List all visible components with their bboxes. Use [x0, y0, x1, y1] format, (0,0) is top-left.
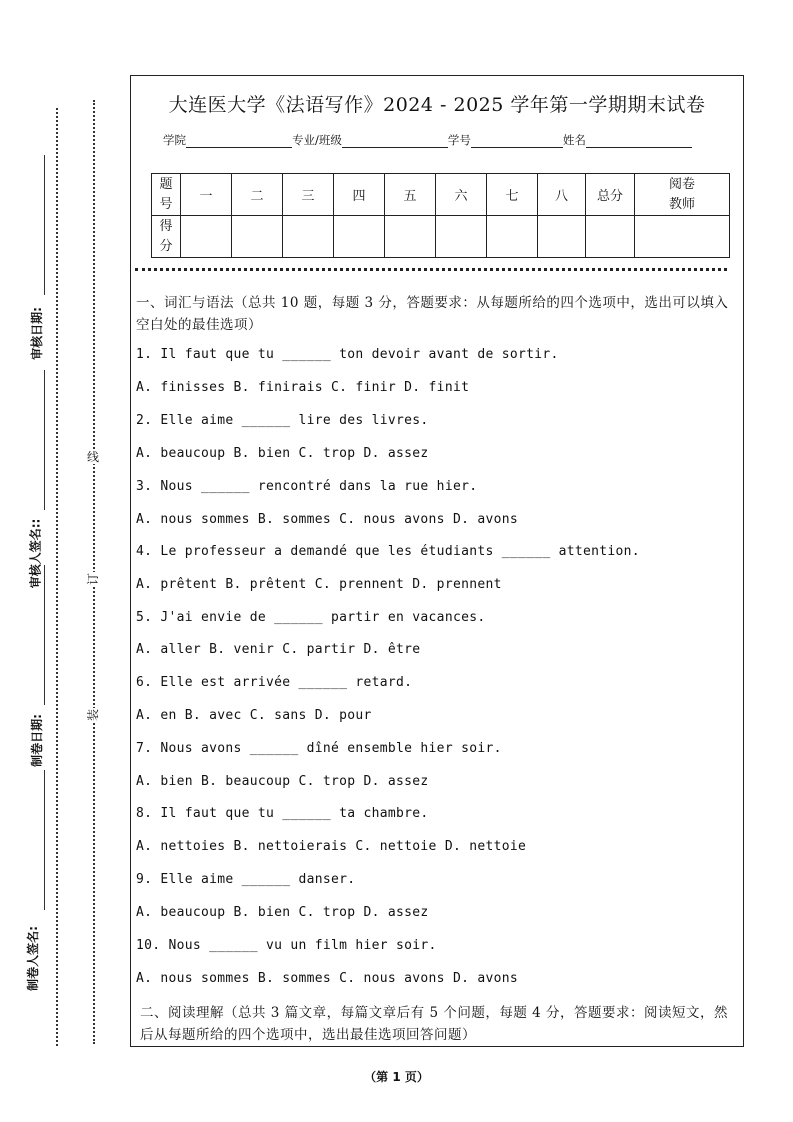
question-5-options: A. aller B. venir C. partir D. être: [136, 642, 421, 657]
question-10-options: A. nous sommes B. sommes C. nous avons D. avons: [136, 971, 518, 986]
question-4-options: A. prêtent B. prêtent C. prennent D. prennent: [136, 577, 502, 592]
name-label: 姓名: [562, 133, 586, 147]
reviewer-sign-line: [44, 370, 45, 510]
question-6-options: A. en B. avec C. sans D. pour: [136, 708, 372, 723]
name-field[interactable]: [586, 135, 692, 148]
exam-frame: [130, 75, 744, 1047]
score-cell-4[interactable]: [334, 216, 385, 258]
question-7-options: A. bien B. beaucoup C. trop D. assez: [136, 774, 429, 789]
score-row-label: 得分: [152, 216, 181, 258]
student-info-row: [163, 132, 692, 148]
section2-heading: 二、阅读理解（总共 3 篇文章，每篇文章后有 5 个问题，每题 4 分，答题要求：阅读短文，然后从每题所给的四个选项中，选出最佳选项回答问题）: [140, 1005, 729, 1043]
score-cell-total[interactable]: [586, 216, 635, 258]
question-10: 10. Nous ______ vu un film hier soir.: [136, 938, 437, 953]
score-cell-3[interactable]: [283, 216, 334, 258]
question-2: 2. Elle aime ______ lire des livres.: [136, 413, 429, 428]
maker-sign-label: 制卷人签名:: [25, 926, 40, 991]
col-header-7: 七: [487, 174, 538, 216]
student-id-label: 学号: [447, 133, 471, 147]
question-5: 5. J'ai envie de ______ partir en vacances.: [136, 610, 486, 625]
major-class-field[interactable]: [342, 135, 448, 148]
question-8: 8. Il faut que tu ______ ta chambre.: [136, 806, 429, 821]
col-header-total: 总分: [586, 174, 635, 216]
cut-mark-line: 线: [86, 450, 99, 464]
score-cell-1[interactable]: [181, 216, 232, 258]
college-field[interactable]: [186, 135, 292, 148]
col-header-3: 三: [283, 174, 334, 216]
dotted-separator: [135, 268, 727, 271]
col-header-8: 八: [538, 174, 586, 216]
question-4: 4. Le professeur a demandé que les étudiants ______ attention.: [136, 544, 640, 559]
section1-heading: 一、词汇与语法（总共 10 题，每题 3 分，答题要求：从每题所给的四个选项中，选出可以填入空白处的最佳选项）: [136, 295, 729, 333]
question-2-options: A. beaucoup B. bien C. trop D. assez: [136, 446, 429, 461]
score-table-score-row: [152, 216, 730, 258]
col-header-grader: 阅卷教师: [635, 174, 730, 216]
made-date-line: [44, 565, 45, 705]
score-cell-2[interactable]: [232, 216, 283, 258]
col-header-4: 四: [334, 174, 385, 216]
question-7: 7. Nous avons ______ dîné ensemble hier soir.: [136, 741, 502, 756]
question-number-header: 题号: [152, 174, 181, 216]
question-1-options: A. finisses B. finirais C. finir D. finit: [136, 380, 470, 395]
score-cell-7[interactable]: [487, 216, 538, 258]
question-9-options: A. beaucoup B. bien C. trop D. assez: [136, 905, 429, 920]
cut-mark-bind: 订: [86, 573, 100, 586]
made-date-label: 制卷日期:: [29, 714, 44, 767]
binding-dotted-line-inner: [56, 108, 58, 1046]
question-3: 3. Nous ______ rencontré dans la rue hier.: [136, 479, 478, 494]
page-number: （第 1 页）: [364, 1070, 429, 1084]
question-6: 6. Elle est arrivée ______ retard.: [136, 675, 413, 690]
score-cell-8[interactable]: [538, 216, 586, 258]
score-cell-6[interactable]: [436, 216, 487, 258]
review-date-label: 审核日期:: [29, 307, 44, 360]
student-id-field[interactable]: [471, 135, 563, 148]
score-table-header-row: [152, 174, 730, 216]
reviewer-sign-label: 审核人签名::: [28, 518, 43, 589]
question-3-options: A. nous sommes B. sommes C. nous avons D. avons: [136, 512, 518, 527]
cut-mark-staple: 装: [86, 709, 100, 722]
score-cell-5[interactable]: [385, 216, 436, 258]
question-1: 1. Il faut que tu ______ ton devoir avant de sortir.: [136, 347, 559, 362]
major-class-label: 专业/班级: [292, 133, 342, 147]
score-table: [151, 173, 730, 258]
col-header-2: 二: [232, 174, 283, 216]
score-cell-grader[interactable]: [635, 216, 730, 258]
review-date-line: [44, 155, 45, 295]
col-header-5: 五: [385, 174, 436, 216]
question-8-options: A. nettoies B. nettoierais C. nettoie D. nettoie: [136, 839, 527, 854]
college-label: 学院: [163, 133, 186, 147]
exam-title: 大连医大学《法语写作》2024 - 2025 学年第一学期期末试卷: [168, 94, 706, 116]
maker-sign-line: [44, 770, 45, 910]
col-header-1: 一: [181, 174, 232, 216]
question-9: 9. Elle aime ______ danser.: [136, 872, 356, 887]
col-header-6: 六: [436, 174, 487, 216]
